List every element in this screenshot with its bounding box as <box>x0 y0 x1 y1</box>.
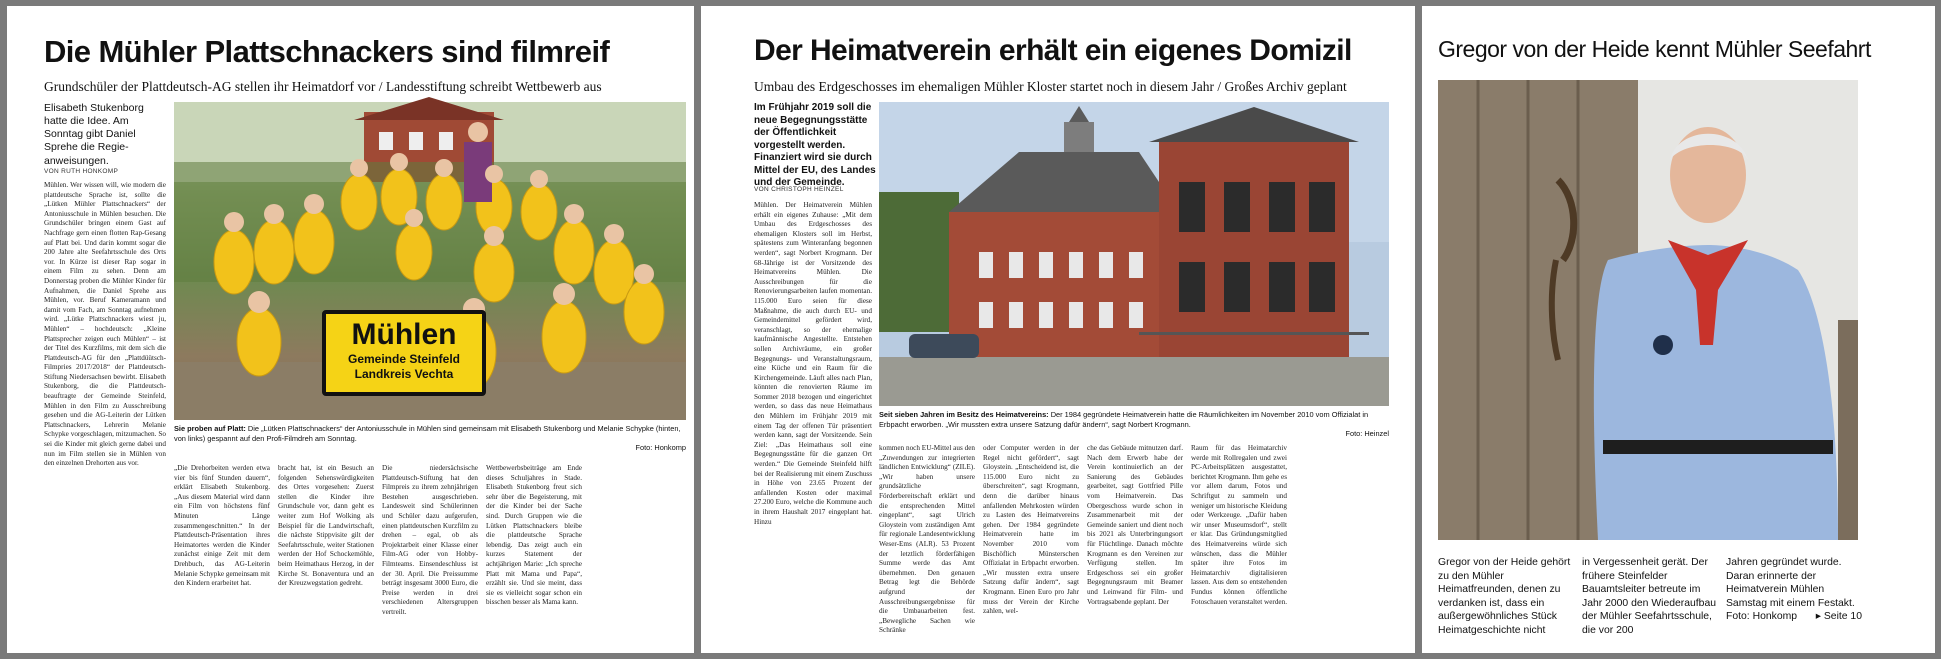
article-column: Mühlen. Wer wissen will, wie modern die plattdeutsche Sprache ist, sollte die „Lütken Mühler Plattschnackers“ der Antoniusschule in Mühlen besuchen. Die Grundschüler bringen einem Gast auf Nachfrage gern einen flotten Rap-Gesang auf Platt bei. Und darin kommt sogar die 200 Jahre alte Seefahrtsschule des Orts vor. In Kürze ist dieser Rap sogar in einem Film zu sehen. Denn am Donnerstag proben die Mühler Kinder für Aufnahmen, die Daniel Sprehe aus Mühlen, vor. Beruf Kameramann und damit vom Fach, am Sonntag aufnehmen wird. „Lütke Plattschnackers wiest ju, Mühlen“ – hochdeutsch: „Kleine Plattsprecher zeigen euch Mühlen“ – ist der Titel des Kurzfilms, mit dem sich die Plattdeutsch-AG für den „Plattdüütsch-Filmpries 2017/2018“ der Plattdeutsch-Stiftung Niedersachsen bewirbt. Elisabeth Stukenborg, die die Plattdeutsch-beauftragte der Gemeinde Steinfeld, Mühlen in den Film zu Ausschreibung gesehen und die AG-Leiterin der Lütken Plattschnackers, Lehrerin Melanie Schypke vorgeschlagen, mitzumachen. So sei die Kinder mit gleich gerne dabei und nun im Film stellen sie in Mühlen von den einzelnen Drehorten aus vor. <box>44 181 166 468</box>
portrait-photo <box>1438 80 1858 540</box>
arrow-right-icon: ▸ <box>1815 611 1824 622</box>
photo-illustration <box>1438 80 1858 540</box>
photo-caption <box>879 410 1389 439</box>
article-column: Mühlen. Der Heimatverein Mühlen erhält ein eigenes Zuhause: „Mit dem Umbau des Erdgeschosses des ehemaligen Klosters soll im Herbst, spätestens zum Winteranfang begonnen werden“, sagt Norbert Krogmann. Der 68-Jährige ist der Vorsitzende des Heimatvereins Mühlen. Die Ausschreibungen für die Renovierungsarbeiten laufen momentan. 115.000 Euro seien für diese Maßnahme, die auch durch EU- und Gemeindemittel gefördert wird, veranschlagt, so der ehemalige kaufmännische Angestellte. Entstehen sollen Archivräume, ein großer Begegnungs- und Veranstaltungsraum, eine Küche und ein Raum für die Kirchengemeinde. Läuft alles nach Plan, könnten die renovierten Räume im Sommer 2018 bezogen und eingerichtet werden, so dass das neue Heimathaus den Mühlern im Frühjahr 2019 mit einem Tag der offenen Tür präsentiert werden kann, sagt der Vorsitzende. Sein Ziel: „Das Heimathaus soll eine Begegnungsstätte für die ganzen Ort werden.“ Die Gemeinde Steinfeld hilft bei der Realisierung mit einem Zuschuss in Höhe von 23.65 Prozent der anfallenden Kosten oder maximal 27.200 Euro, welche die Kommune auch in ihrem Haushalt 2017 eingeplant hat. Hinzu <box>754 201 872 526</box>
article-column: bracht hat, ist ein Besuch an folgenden Sehenswürdigkeiten des Ortes vorgesehen: Zuerst stellen die Kinder ihre Grundschule vor, dann geht es weiter zum Hof Wolking als Beispiel für die Landwirtschaft, die nächste Stippvisite gilt der Seefahrtsschule, weiter Stationen werden der Hof Schockemöhle, beim Heimathaus Herzog, in der Kirche St. Bonaventura und an der Kreuzwegstation gedreht. <box>278 464 374 588</box>
byline: VON RUTH HONKOMP <box>44 168 119 175</box>
caption-lead: Seit sieben Jahren im Besitz des Heimatvereins: <box>879 410 1049 419</box>
town-sign <box>322 310 486 396</box>
article-column: in Vergessenheit gerät. Der frühere Steinfelder Bauamtsleiter betreute im Jahr 2000 den Wiederaufbau der Mühler Seefahrtsschule, die vor 200 <box>1582 557 1717 636</box>
article-column: „Die Drehorbeiten werden etwa vier bis fünf Stunden dauern“, erklärt Elisabeth Stukenborg. „Aus diesem Material wird dann ein Film von höchstens fünf Minuten Länge zusammengeschnitten.“ In der Plattdeutsch-Präsentation ihres Heimatortes werden die Kinder zunächst einige Zeit mit dem Drehbuch, das AG-Leiterin Melanie Schypke gemeinsam mit den Kindern erarbeitet hat. <box>174 464 271 588</box>
page-reference <box>1786 610 1862 624</box>
subheadline: Grundschüler der Plattdeutsch-AG stellen ihr Heimatdorf vor / Landesstiftung schreibt Wettbewerb aus <box>44 79 602 94</box>
photo-illustration <box>879 102 1389 406</box>
caption-text: Der 1984 gegründete Heimatverein hatte die Räumlichkeiten im November 2010 vom Offizialat in Erbpacht erworben. „Wir mussten extra unsere Satzung dafür ändern“, sagt Norbert Krogmann. <box>879 410 1369 429</box>
caption-lead: Sie proben auf Platt: <box>174 424 246 433</box>
byline: VON CHRISTOPH HEINZEL <box>754 186 844 193</box>
headline: Der Heimatverein erhält ein eigenes Domizil <box>754 34 1352 67</box>
headline: Gregor von der Heide kennt Mühler Seefahrt <box>1438 36 1871 62</box>
article-column: oder Computer werden in der Regel nicht gefördert“, sagt Gloystein. „Entscheidend ist, die 115.000 Euro nicht zu überschreiten“, sagt Krogmann, denn die darüber hinaus anfallenden Mehrkosten würden zu Lasten des Heimatvereins gehen. Der 1984 gegründete Heimatverein hatte im November 2010 vom Bischöflich Münsterschen Offizialat in Erbpacht erworben. „Wir mussten extra unsere Satzung dafür ändern“, sagt Krogmann. Einen Euro pro Jahr muss der Verein der Kirche zahlen, wel- <box>983 444 1079 616</box>
subheadline: Umbau des Erdgeschosses im ehemaligen Mühler Kloster startet noch in diesem Jahr / Großes Archiv geplant <box>754 79 1347 94</box>
headline: Die Mühler Plattschnackers sind filmreif <box>44 34 610 69</box>
article-page-1 <box>7 6 694 653</box>
article-column: Raum für das Heimatarchiv werde mit Rollregalen und zwei PC-Arbeitsplätzen ausgestattet, berichtet Krogmann. Ihm gehe es vor allem darum, Fotos und Schriftgut zu sammeln und weniger um historische Kleidung oder Werkzeuge. „Dafür haben wir unser Museumsdorf“, stellt er klar. Das Gründungsmitglied des Heimatvereins würde sich wünschen, dass die Mühler später ihre Fotos im Heimatarchiv digitalisieren lassen. Aus dem so entstehenden Fundus können öffentliche Fotoschauen veranstaltet werden. <box>1191 444 1287 606</box>
town-sign-name: Mühlen <box>351 318 457 351</box>
article-page-3 <box>1422 6 1935 653</box>
town-sign-district: Landkreis Vechta <box>354 367 454 381</box>
town-sign-municipality: Gemeinde Steinfeld <box>347 352 461 366</box>
article-page-2 <box>701 6 1415 653</box>
article-column: Die niedersächsische Plattdeutsch-Stiftung hat den Filmpreis zu ihrem zehnjährigen Bestehen ausgeschrieben. Landesweit sind Schülerinnen und Schüler dazu aufgerufen, einen plattdeutschen Kurzfilm zu drehen – egal, ob als Projektarbeit einer Klasse einer Film-AG oder von Hobby-Filmteams. Einsendeschluss ist der 30. April. Die Preissumme beträgt insgesamt 3000 Euro, die Preise werden in drei verschiedenen Altersgruppen vertreilt. <box>382 464 478 616</box>
intro-text: Elisabeth Stukenborg hatte die Idee. Am Sonntag gibt Daniel Sprehe die Regie-anweisungen. <box>44 102 144 167</box>
page-reference-text: Seite 10 <box>1823 611 1862 622</box>
photo-credit: Foto: Heinzel <box>1345 429 1389 439</box>
caption-text: Die „Lütken Plattschnackers“ der Antoniusschule in Mühlen sind gemeinsam mit Elisabeth Stukenborg und Melanie Schypke (hinten, von links) gespannt auf den Profi-Filmdreh am Sonntag. <box>174 424 681 443</box>
photo-credit: Foto: Honkomp <box>635 443 686 453</box>
article-column: Gregor von der Heide gehört zu den Mühler Heimatfreunden, denen zu verdanken ist, dass ein außergewöhnliches Stück Heimatgeschichte nicht <box>1438 557 1571 636</box>
intro-text: Im Frühjahr 2019 soll die neue Begegnungsstätte der Öffentlichkeit vorgestellt werden. Finanziert wird sie durch Mittel der EU, des Landes und der Gemeinde. <box>754 102 876 188</box>
article-column: Wettbewerbsbeiträge am Ende dieses Schuljahres in Stade. Elisabeth Stukenborg freut sich sehr über die Begeisterung, mit der die Kinder bei der Sache sind. Durch Gruppen wie die Lütken Plattschnackers bleibe die plattdeutsche Sprache lebendig. Das zeigt auch ein kurzes Statement der achtjährigen Marie: „Ich spreche Platt mit Mama und Papa“, erzählt sie. Und sie meint, dass sie es vielleicht sogar schon ein bisschen besser als Mama kann. <box>486 464 582 607</box>
photo-caption <box>174 424 686 453</box>
heimatverein-building-photo <box>879 102 1389 406</box>
children-group-photo <box>174 102 686 420</box>
article-column: Jahren gegründet wurde. Daran erinnerte der Heimatverein Mühlen Samstag mit einem Festakt. Foto: Honkomp <box>1726 557 1855 623</box>
article-column: kommen noch EU-Mittel aus den „Zuwendungen zur integrierten ländlichen Entwicklung“ (ZILE). „Wir haben unsere grundsätzliche Förderbereitschaft erklärt und die entsprechenden Mittel eingeplant“, sagt Ulrich Gloystein vom zuständigen Amt für regionale Landesentwicklung Weser-Ems (ALR). 53 Prozent der letztlich förderfähigen Summe werde das Amt übernehmen. Den genauen Betrag legt die Behörde aufgrund der Ausschreibungsergebnisse für die Umbauarbeiten fest. „Bewegliche Sachen wie Schränke <box>879 444 975 635</box>
article-column: che das Gebäude mitnutzen darf. Nach dem Erwerb habe der Verein kontinuierlich an der Sanierung des Gebäudes gearbeitet, sagt Gottfried Pille vom Heimatverein. Das Obergeschoss wurde schon in Zusammenarbeit mit der Gemeinde saniert und dient noch bis 2021 als Unterbringungsort für Flüchtlinge. Danach möchte Krogmann es den Vereinen zur Verfügung stellen. Im Erdgeschoss sei ein großer Begegnungsraum mit Beamer und Leinwand für Film- und Vortragsabende geplant. Der <box>1087 444 1183 606</box>
